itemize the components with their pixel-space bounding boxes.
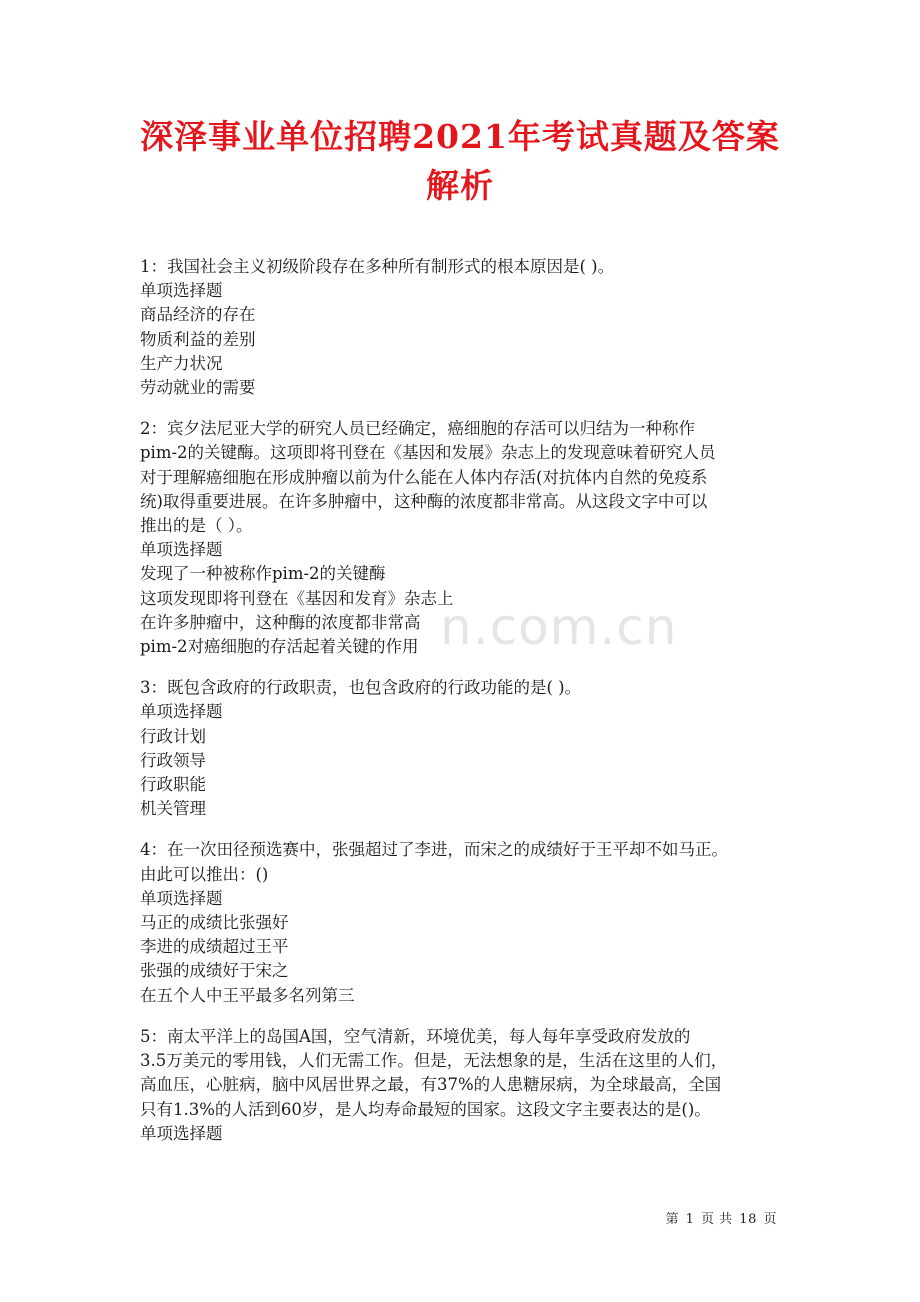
question-text-line: 高血压，心脏病，脑中风居世界之最，有37%的人患糖尿病，为全球最高，全国 xyxy=(140,1075,722,1095)
question-text-line: 只有1.3%的人活到60岁，是人均寿命最短的国家。这段文字主要表达的是()。 xyxy=(140,1099,711,1119)
option: 在五个人中王平最多名列第三 xyxy=(140,985,355,1005)
question-type: 单项选择题 xyxy=(140,1123,223,1143)
option: pim-2对癌细胞的存活起着关键的作用 xyxy=(140,637,419,657)
question-text-line: 2：宾夕法尼亚大学的研究人员已经确定，癌细胞的存活可以归结为一种称作 xyxy=(140,419,695,439)
question-type: 单项选择题 xyxy=(140,281,223,301)
question-type: 单项选择题 xyxy=(140,540,223,560)
question-text-line: 3：既包含政府的行政职责，也包含政府的行政功能的是( )。 xyxy=(140,678,582,698)
footer-prefix: 第 xyxy=(665,1212,679,1227)
watermark: n.com.cn xyxy=(440,598,678,656)
question-type: 单项选择题 xyxy=(140,702,223,722)
question-text-line: 4：在一次田径预选赛中，张强超过了李进，而宋之的成绩好于王平却不如马正。 xyxy=(140,840,728,860)
option: 李进的成绩超过王平 xyxy=(140,937,289,957)
option: 行政计划 xyxy=(140,726,206,746)
option: 行政领导 xyxy=(140,750,206,770)
option: 行政职能 xyxy=(140,775,206,795)
question-text-line: pim-2的关键酶。这项即将刊登在《基因和发展》杂志上的发现意味着研究人员 xyxy=(140,443,716,463)
question-text-line: 由此可以推出：() xyxy=(140,864,269,884)
question-4 xyxy=(140,838,800,1007)
option: 劳动就业的需要 xyxy=(140,378,256,398)
question-text xyxy=(140,255,800,279)
option: 机关管理 xyxy=(140,799,206,819)
option: 马正的成绩比张强好 xyxy=(140,913,289,933)
option: 发现了一种被称作pim-2的关键酶 xyxy=(140,564,386,584)
question-type: 单项选择题 xyxy=(140,888,223,908)
question-text-line: 推出的是（ ）。 xyxy=(140,516,253,536)
question-text-line: 统)取得重要进展。在许多肿瘤中，这种酶的浓度都非常高。从这段文字中可以 xyxy=(140,491,708,511)
option: 这项发现即将刊登在《基因和发育》杂志上 xyxy=(140,588,454,608)
option: 物质利益的差别 xyxy=(140,329,256,349)
title-line-1: 深泽事业单位招聘2021年考试真题及答案 xyxy=(140,117,780,156)
question-text xyxy=(140,838,800,886)
question-5 xyxy=(140,1025,800,1146)
option: 张强的成绩好于宋之 xyxy=(140,961,289,981)
question-text-line: 对于理解癌细胞在形成肿瘤以前为什么能在人体内存活(对抗体内自然的免疫系 xyxy=(140,467,708,487)
footer-mid: 页 共 xyxy=(701,1212,733,1227)
title-line-2: 解析 xyxy=(426,166,494,205)
page-footer xyxy=(664,1208,778,1227)
footer-suffix: 页 xyxy=(763,1212,777,1227)
question-text-line: 1：我国社会主义初级阶段存在多种所有制形式的根本原因是( )。 xyxy=(140,257,615,276)
question-1 xyxy=(140,255,800,400)
question-text xyxy=(140,417,800,538)
question-3 xyxy=(140,676,800,821)
question-text xyxy=(140,676,800,700)
question-text xyxy=(140,1025,800,1122)
footer-page-number: 1 xyxy=(685,1212,695,1227)
question-text-line: 3.5万美元的零用钱，人们无需工作。但是，无法想象的是，生活在这里的人们， xyxy=(140,1051,728,1071)
footer-total-pages: 18 xyxy=(739,1212,757,1227)
document-title xyxy=(120,112,800,210)
question-list xyxy=(140,255,800,1163)
question-text-line: 5：南太平洋上的岛国A国，空气清新，环境优美，每人每年享受政府发放的 xyxy=(140,1026,691,1046)
option: 在许多肿瘤中，这种酶的浓度都非常高 xyxy=(140,612,421,632)
option: 商品经济的存在 xyxy=(140,305,256,325)
option: 生产力状况 xyxy=(140,353,223,373)
